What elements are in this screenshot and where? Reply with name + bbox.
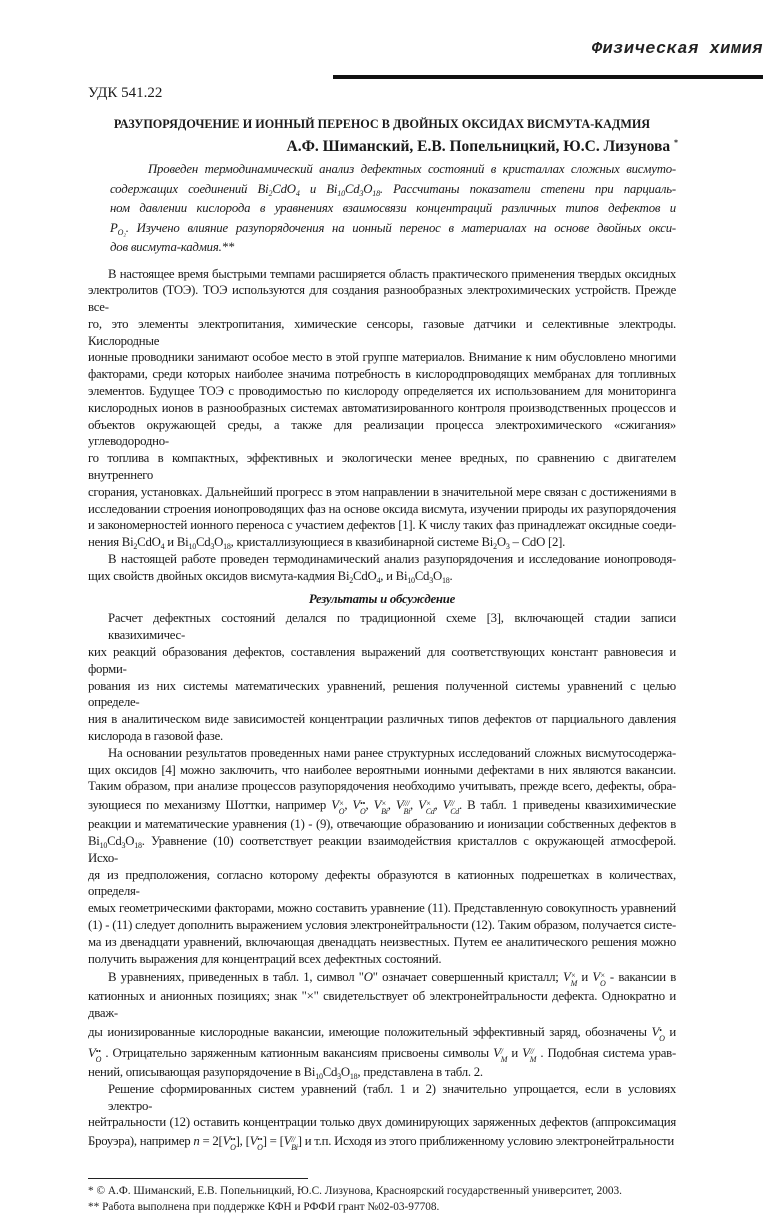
- text-line: кислородных ионов в разнообразных системах автоматизированного контроля производственных процессов и: [88, 400, 676, 415]
- defect-indices: × O: [599, 971, 606, 989]
- text-line: нейтральности (12) оставить концентрации только двух доминирующих заряженных дефектов (аппроксимация: [88, 1115, 676, 1130]
- defect-indices: // M: [529, 1046, 537, 1064]
- text-line: $Bi_{10}Cd_3O_{18}$. Уравнение (10) соответствует реакции взаимодействия кристаллов с окружающей атмосферой. Исхо-: [88, 834, 676, 865]
- text-line: исследовании строения ионопроводящих фаз на основе оксида висмута, изучении природы их разупорядочения: [88, 501, 676, 516]
- text-line: электролитов (ТОЭ). ТОЭ используются для создания разнообразных электрохимических устройств. Прежде все-: [88, 283, 676, 315]
- defect-indices: •• O: [359, 799, 366, 817]
- text-line: ном давлении кислорода в уравнениях взаимосвязи концентраций различных типов дефектов и: [110, 201, 676, 215]
- text-line: В настоящее время быстрыми темпами расширяется область практического применения твердых оксидных: [108, 266, 676, 281]
- text-line: зующиеся по механизму Шоттки, например V × O , V •• O , V × Bi , V /// Bi , V × Cd , V // Cd . В табл. 1 приведены квазихимические: [88, 798, 676, 817]
- defect-indices: •• O: [230, 1135, 236, 1153]
- text-line: (1) - (11) следует дополнить выражением условия электронейтральности (12). Таким образом, получается систе-: [88, 917, 676, 932]
- footnote-copyright: * © А.Ф. Шиманский, Е.В. Попельницкий, Ю.С. Лизунова, Красноярский государственный университет, 2003.: [88, 1185, 622, 1198]
- text-line: На основании результатов проведенных нами ранее структурных исследований сложных висмутосодержа-: [108, 745, 676, 760]
- paragraph: [88, 967, 676, 1080]
- text-line: Броуэра), например n = 2[V •• O ], [V •• O ] = [V // Bi ] и т.п. Исходя из этого приближенному условию электронейтральности: [88, 1134, 674, 1153]
- text-line: щих оксидов [4] можно заключить, что наиболее вероятными ионными дефектами в них являются вакансии.: [88, 762, 676, 777]
- text-line: сгорания, установках. Дальнейший прогресс в этом направлении в значительной мере связан с достижениями в: [88, 484, 676, 499]
- text-line: реакции и математические уравнения (1) - (9), отвечающие образованию и ионизации собственных дефектов в: [88, 817, 676, 832]
- text-line: Проведен термодинамический анализ дефектных состояний в кристаллах сложных висмуто-: [148, 162, 676, 176]
- text-line: Расчет дефектных состояний делался по традиционной схеме [3], включающей стадии записи квазихимичес-: [108, 611, 676, 643]
- journal-section-header: Физическая химия: [591, 40, 763, 59]
- text-line: нения $Bi_2CdO_4$ и $Bi_{10}Cd_3O_{18}$, кристаллизующиеся в квазибинарной системе $Bi_2O_3$ – CdO [2].: [88, 535, 566, 552]
- text-line: В уравнениях, приведенных в табл. 1, символ "O" означает совершенный кристалл; V × M и V × O - вакансии в: [108, 970, 676, 989]
- defect-indices: •• O: [95, 1046, 102, 1064]
- text-line: получить выражения для концентраций всех дефектных состояний.: [88, 951, 442, 966]
- text-line: ионные проводники занимают особое место в этой группе материалов. Внимание к ним обусловлено многими: [88, 350, 676, 365]
- udk-code: УДК 541.22: [88, 85, 163, 101]
- text-line: ния в аналитическом виде зависимостей концентрации различных типов дефектов от парциального давления: [88, 712, 676, 727]
- text-line: В настоящей работе проведен термодинамический анализ разупорядочения и исследование ионопроводя-: [108, 552, 676, 567]
- author-names: А.Ф. Шиманский, Е.В. Попельницкий, Ю.С. Лизунова: [286, 138, 671, 155]
- defect-indices: × M: [570, 971, 577, 989]
- paragraph: [88, 266, 676, 552]
- text-line: V •• O . Отрицательно заряженным катионным вакансиям присвоены символы V / M и V // M . Подобная система урав-: [88, 1045, 676, 1064]
- defect-indices: × O: [338, 799, 345, 817]
- paragraph: [88, 610, 676, 744]
- defect-indices: /// Bi: [403, 799, 411, 817]
- text-line: рования из них системы математических уравнений, решения полученной системы уравнений с целью определе-: [88, 678, 676, 710]
- defect-indices: / M: [500, 1046, 508, 1064]
- text-line: факторами, среди которых наиболее значима потребность в кислородпроводящих мембранах для топливных: [88, 367, 676, 382]
- intro-section: [88, 266, 676, 585]
- defect-indices: •• O: [257, 1135, 263, 1153]
- text-line: содержащих соединений $Bi_2CdO_4$ и $Bi_{10}Cd_3O_{18}$. Рассчитаны показатели степени при парциаль-: [110, 181, 676, 198]
- page-flow: [88, 160, 676, 1215]
- abstract-paragraph: [110, 160, 676, 258]
- text-line: Решение сформированных систем уравнений (табл. 1 и 2) значительно упрощается, если в условиях электро-: [108, 1081, 676, 1113]
- text-line: го топлива в компактных, эффективных и экологически менее вредных, по сравнению с двигателем внутреннего: [88, 451, 676, 483]
- text-line: нений, описывающая разупорядочение в $Bi_{10}Cd_3O_{18}$, представлена в табл. 2.: [88, 1064, 483, 1081]
- article-body: [88, 266, 676, 1153]
- defect-indices: • O: [659, 1025, 665, 1043]
- article-title: РАЗУПОРЯДОЧЕНИЕ И ИОННЫЙ ПЕРЕНОС В ДВОЙНЫХ ОКСИДАХ ВИСМУТА-КАДМИЯ: [113, 117, 651, 131]
- text-line: $P_{O_2}$. Изучено влияние разупорядочения на ионный перенос в материалах на основе двойных окси-: [110, 220, 676, 237]
- text-line: дя из предположения, согласно которому дефекты образуются в катионных подрешетках в количествах, определя-: [88, 867, 676, 899]
- text-line: кислорода в газовой фазе.: [88, 729, 223, 744]
- paragraph: [88, 1081, 676, 1152]
- text-line: элементов. Будущее ТОЭ с проводимостью по кислороду определяется их использованием для мониторинга: [88, 384, 676, 399]
- authors: [287, 138, 678, 156]
- abstract: [110, 160, 676, 258]
- defect-indices: × Cd: [425, 799, 435, 817]
- paragraph: [88, 745, 676, 968]
- text-line: го, это элементы электропитания, химические сенсоры, газовые датчики и селективные электроды. Кислородные: [88, 316, 676, 348]
- author-footnote-mark: *: [674, 137, 678, 147]
- text-line: и закономерностей ионного переноса с участием дефектов [1]. К числу таких фаз принадлежат оксидные соеди-: [88, 518, 676, 533]
- footnote-grant: ** Работа выполнена при поддержке КФН и РФФИ грант №02-03-97708.: [88, 1200, 440, 1213]
- text-line: катионных и анионных позициях; знак "×" свидетельствует об электронейтральности дефекта. Однократно и дваж-: [88, 989, 676, 1021]
- text-line: ких реакций образования дефектов, составления выражений для соответствующих констант равновесия и форми-: [88, 645, 676, 676]
- defect-indices: // Bi: [291, 1135, 298, 1153]
- text-line: емых геометрическими факторами, можно составить уравнение (11). Представленную совокупность уравнений: [88, 901, 676, 916]
- defect-indices: // Cd: [450, 799, 460, 817]
- results-section: [88, 610, 676, 1152]
- header-rule: [333, 75, 763, 79]
- text-line: ды ионизированные кислородные вакансии, имеющие положительный эффективный заряд, обозначены V • O и: [88, 1024, 676, 1043]
- text-line: ма из двенадцати уравнений, включающая двенадцать неизвестных. Путем ее аналитического решения можно: [88, 934, 676, 949]
- text-line: дов висмута-кадмия.**: [110, 240, 235, 254]
- text-line: Таким образом, при анализе процессов разупорядочения необходимо учитывать, прежде всего, дефекты, обра-: [88, 779, 676, 794]
- defect-indices: × Bi: [381, 799, 388, 817]
- text-line: объектов окружающей среды, а также для реализации процесса электрохимического «сжигания» углеводородно-: [88, 417, 676, 449]
- footnote-rule: [88, 1178, 308, 1179]
- footnotes: [88, 1184, 676, 1215]
- paragraph: [88, 551, 676, 585]
- text-line: щих свойств двойных оксидов висмута-кадмия $Bi_2CdO_4$, и $Bi_{10}Cd_3O_{18}$.: [88, 568, 453, 585]
- section-heading-results: Результаты и обсуждение: [308, 591, 456, 606]
